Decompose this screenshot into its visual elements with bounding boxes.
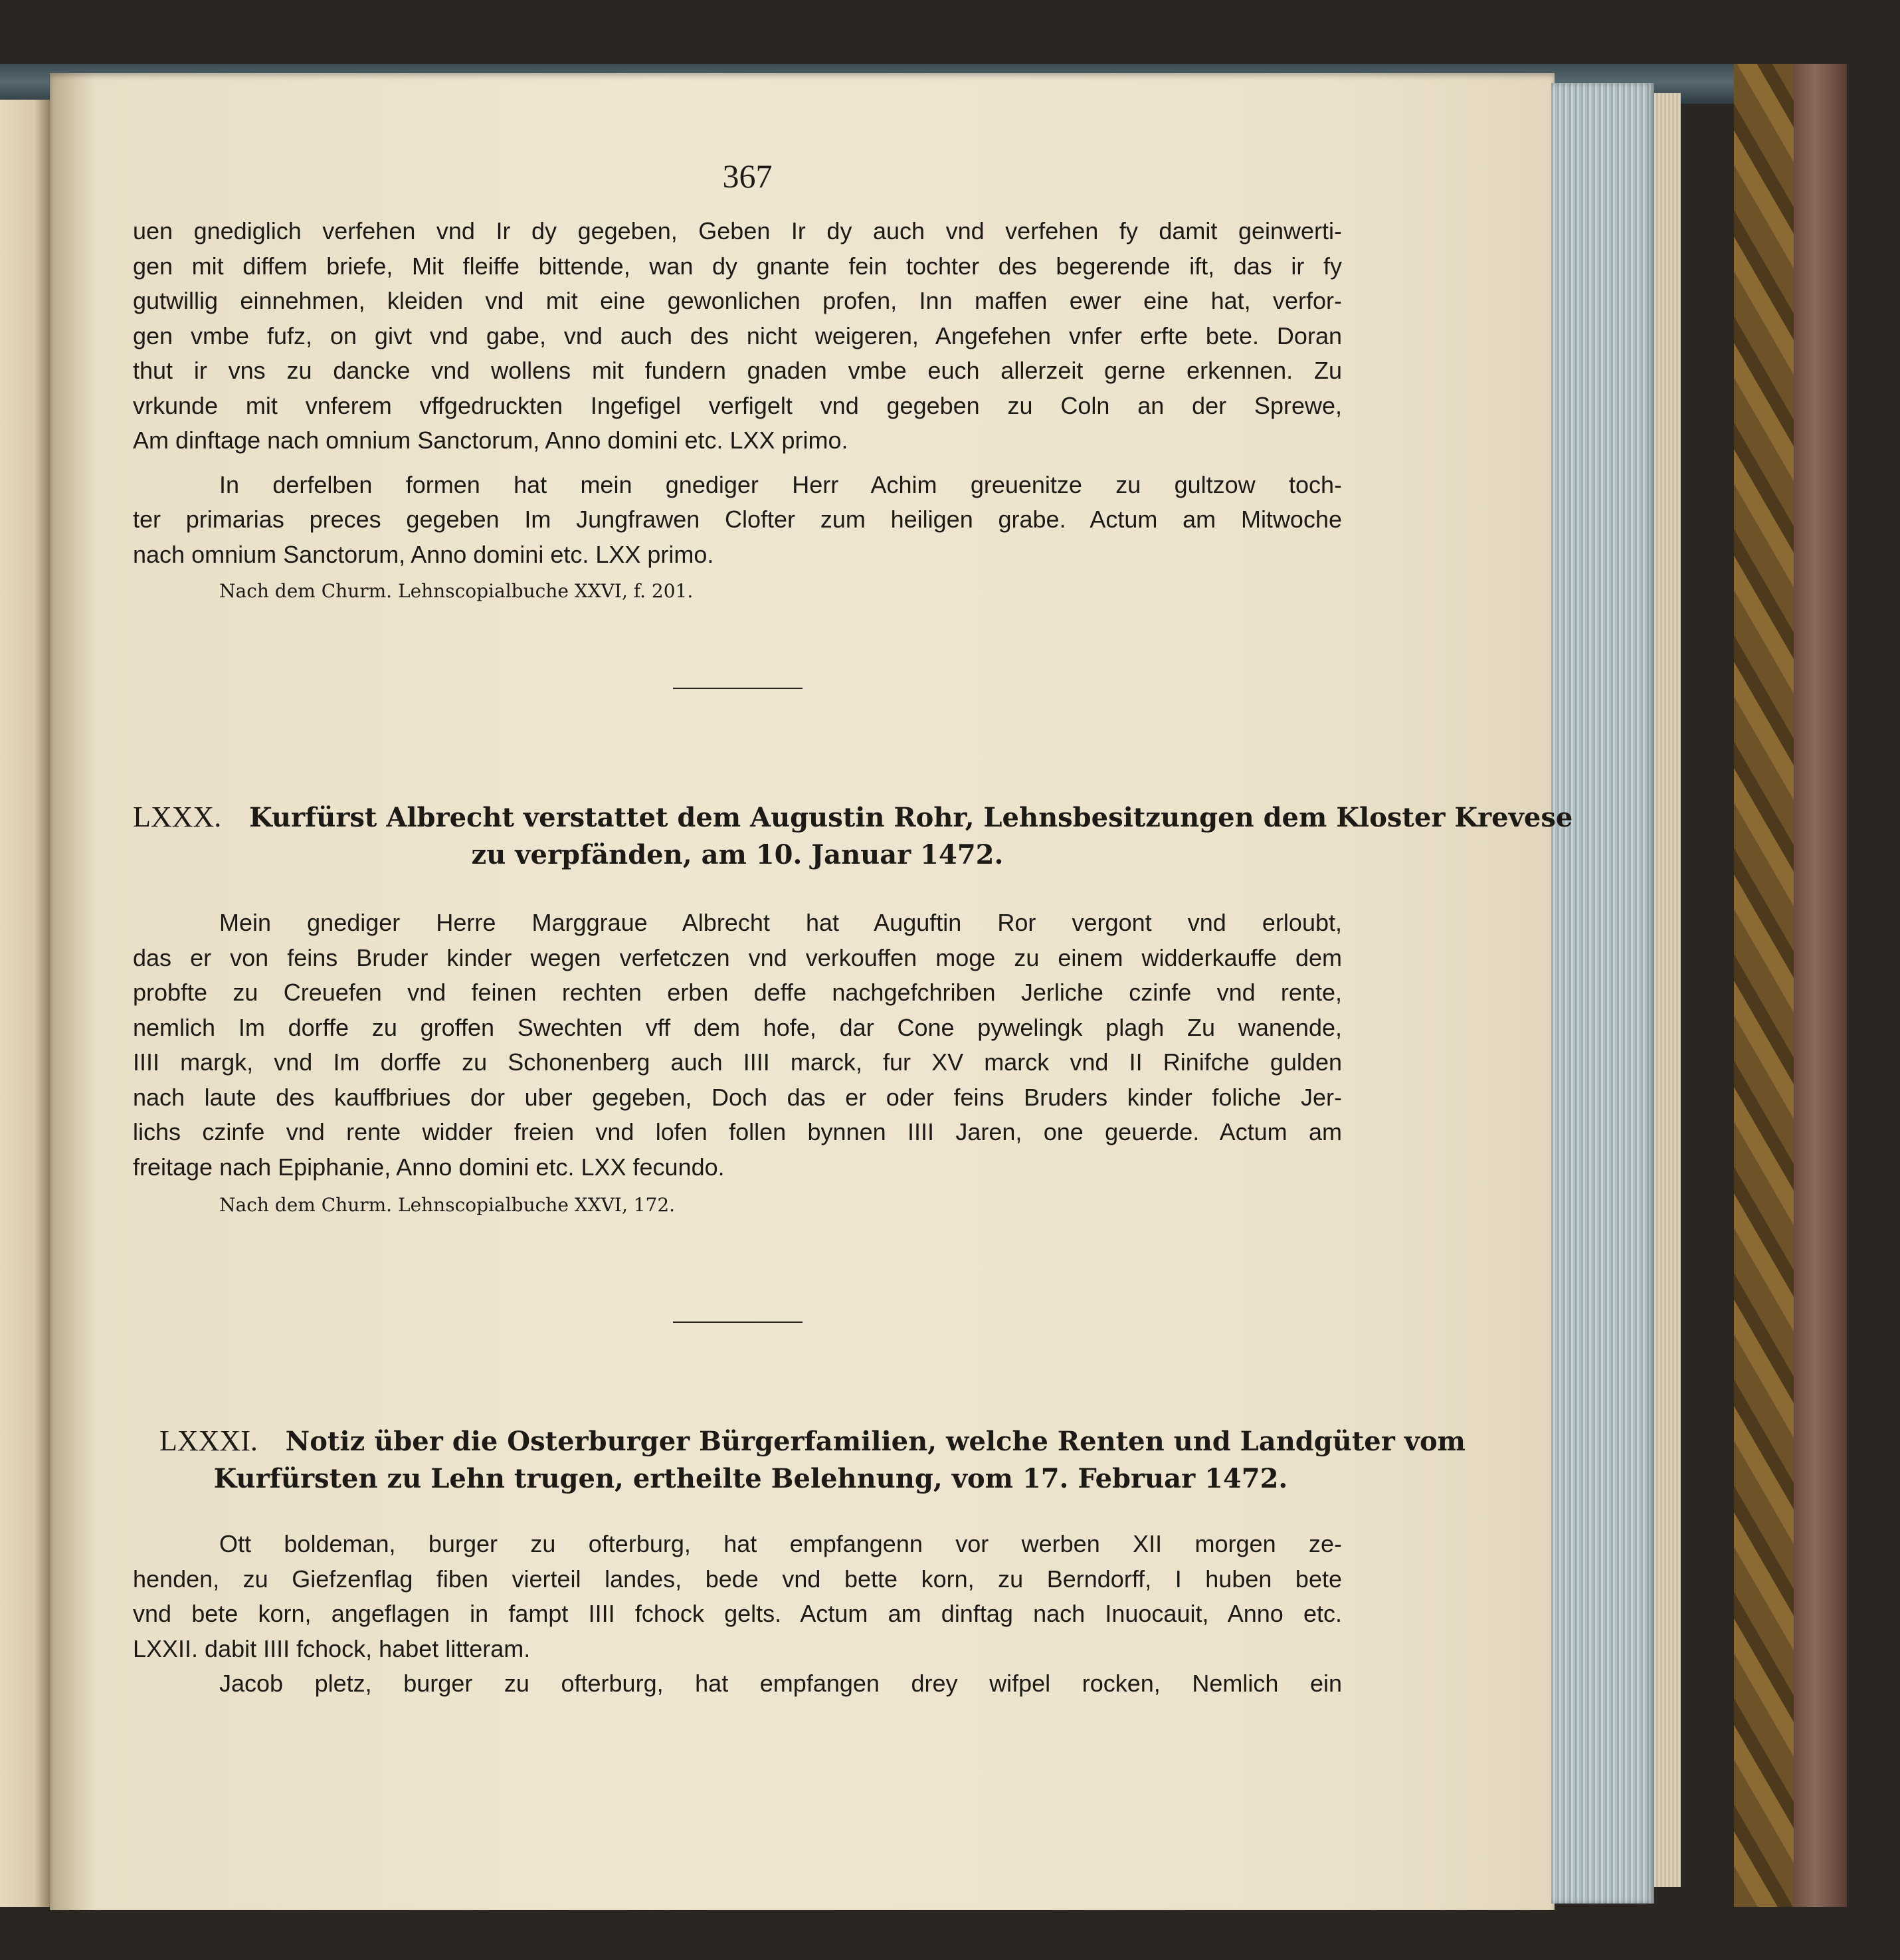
text-line: nemlich Im dorffe zu groffen Swechten vff dem hofe, dar Cone pywelingk plagh Zu wanende,	[133, 1013, 1342, 1041]
section-title: Kurfürst Albrecht verstattet dem Augustin Rohr, Lehnsbesitzungen dem Kloster Krevese	[248, 802, 1573, 833]
text-line: gen mit diffem briefe, Mit fleiffe bittende, wan dy gnante fein tochter des begerende ift, das ir fy	[133, 252, 1342, 280]
text-line: henden, zu Giefzenflag fiben vierteil landes, bede vnd bette korn, zu Berndorff, I huben bete	[133, 1565, 1342, 1593]
text-line: vnd bete korn, angeflagen in fampt IIII fchock gelts. Actum am dinftag nach Inuocauit, Anno etc.	[133, 1600, 1342, 1627]
section-number: LXXX.	[133, 801, 222, 833]
paragraph-same-form-cont	[133, 502, 1342, 572]
page-stack-edges	[1551, 83, 1654, 1904]
heading-line	[159, 1422, 1466, 1460]
paragraph-lxxxi-first	[133, 1527, 1342, 1562]
section-number: LXXXI.	[159, 1424, 258, 1457]
source-citation: Nach dem Churm. Lehnscopialbuche XXVI, f. 201.	[219, 580, 694, 602]
paragraph-lxxxi-body	[133, 1562, 1342, 1667]
text-line: gutwillig einnehmen, kleiden vnd mit eine gewonlichen profen, Inn maffen ewer eine hat, verfor-	[133, 287, 1342, 314]
text-line: thut ir vns zu dancke vnd wollens mit fundern gnaden vmbe euch allerzeit gerne erkennen. Zu	[133, 357, 1342, 384]
text-line: Mein gnediger Herre Marggraue Albrecht hat Auguftin Ror vergont vnd erloubt,	[219, 909, 1342, 936]
section-title: Notiz über die Osterburger Bürgerfamilien, welche Renten und Landgüter vom	[285, 1426, 1466, 1457]
text-line: Jacob pletz, burger zu ofterburg, hat empfangen drey wifpel rocken, Nemlich ein	[219, 1670, 1342, 1697]
page-stack-edges-inner	[1654, 93, 1681, 1887]
source-citation: Nach dem Churm. Lehnscopialbuche XXVI, 172.	[219, 1194, 676, 1216]
text-line: das er von feins Bruder kinder wegen verfetczen vnd verkouffen moge zu einem widderkauffe dem	[133, 943, 1342, 971]
text-line: Ott boldeman, burger zu ofterburg, hat empfangenn vor werben XII morgen ze-	[219, 1530, 1342, 1557]
section-title-line2: zu verpfänden, am 10. Januar 1472.	[471, 839, 1004, 870]
page-number: 367	[722, 157, 773, 195]
text-line: In derfelben formen hat mein gnediger Herr Achim greuenitze zu gultzow toch-	[219, 470, 1342, 498]
text-line: Am dinftage nach omnium Sanctorum, Anno domini etc. LXX primo.	[133, 427, 848, 454]
text-line: nach omnium Sanctorum, Anno domini etc. LXX primo.	[133, 540, 714, 568]
text-line: vrkunde mit vnferem vffgedruckten Ingefigel verfigelt vnd gegeben zu Coln an der Sprewe,	[133, 391, 1342, 419]
section-heading-lxxxi	[133, 1422, 1466, 1498]
book-cover-spine	[1794, 64, 1847, 1911]
background-bottom	[0, 1907, 1900, 1960]
paragraph-letter-conclusion	[133, 214, 1342, 458]
text-line: ter primarias preces gegeben Im Jungfrawen Clofter zum heiligen grabe. Actum am Mitwoche	[133, 506, 1342, 533]
page-content	[133, 153, 1573, 1702]
paragraph-lxxx-first	[133, 906, 1342, 941]
section-title-line2: Kurfürsten zu Lehn trugen, ertheilte Belehnung, vom 17. Februar 1472.	[213, 1463, 1288, 1494]
left-page-edge	[0, 100, 50, 1907]
text-line: uen gnediglich verfehen vnd Ir dy gegeben, Geben Ir dy auch vnd verfehen fy damit geinwerti-	[133, 217, 1342, 245]
paragraph-lxxxi-jacob	[133, 1666, 1342, 1702]
text-line: nach laute des kauffbriues dor uber gegeben, Doch das er oder feins Bruders kinder foliche Jer-	[133, 1083, 1342, 1111]
section-heading-lxxx	[133, 799, 1573, 874]
paragraph-lxxx-body	[133, 941, 1342, 1185]
text-line: freitage nach Epiphanie, Anno domini etc. LXX fecundo.	[133, 1153, 725, 1181]
text-line: IIII margk, vnd Im dorffe zu Schonenberg auch IIII marck, fur XV marck vnd II Rinifche gulden	[133, 1048, 1342, 1076]
text-line: gen vmbe fufz, on givt vnd gabe, vnd auch des nicht weigeren, Angefehen vnfer erfte bete. Doran	[133, 322, 1342, 349]
text-line: LXXII. dabit IIII fchock, habet litteram.	[133, 1634, 531, 1662]
text-line: lichs czinfe vnd rente widder freien vnd lofen follen bynnen IIII Jaren, one geuerde. Actum am	[133, 1118, 1342, 1145]
text-line: probfte zu Creuefen vnd feinen rechten erben deffe nachgefchriben Jerliche czinfe vnd rente,	[133, 979, 1342, 1006]
paragraph-same-form	[133, 468, 1342, 503]
heading-line	[133, 799, 1573, 836]
